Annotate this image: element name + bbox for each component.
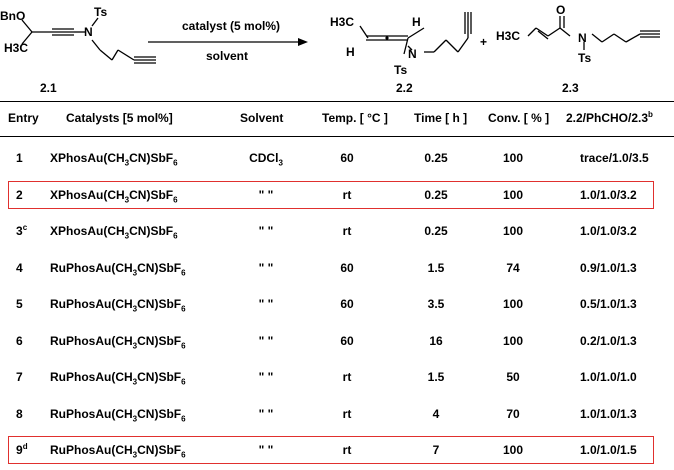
cell-solvent: " " <box>258 187 274 202</box>
highlight-box <box>8 436 654 464</box>
cell-ratio: trace/1.0/3.5 <box>580 151 649 165</box>
cell-ratio: 0.9/1.0/1.3 <box>580 260 637 275</box>
cell-conv: 50 <box>506 370 520 384</box>
cell-ratio: 1.0/1.0/3.2 <box>580 187 637 202</box>
cell-temp: 60 <box>340 151 354 165</box>
highlight-box <box>8 181 654 209</box>
cell-temp: 60 <box>340 333 354 348</box>
cell-time: 0.25 <box>424 224 448 238</box>
cell-entry: 4 <box>16 260 23 275</box>
cell-conv: 100 <box>502 224 524 238</box>
cell-entry: 6 <box>16 333 23 348</box>
cell-ratio: 1.0/1.0/1.3 <box>580 406 637 421</box>
cell-solvent: " " <box>258 406 274 421</box>
cell-solvent: " " <box>258 370 274 384</box>
table-top-rule <box>0 101 674 102</box>
cell-entry: 5 <box>16 297 23 311</box>
cell-catalyst: $RuPhosAu(CH_3CN)SbF_6$ <box>50 260 186 277</box>
cell-time: 0.25 <box>424 187 448 202</box>
atom-label: H <box>346 45 355 59</box>
cell-solvent: " " <box>258 443 274 457</box>
cell-temp: 60 <box>340 297 354 311</box>
cell-conv: 100 <box>502 443 524 457</box>
reagent-below-arrow: solvent <box>206 49 249 63</box>
table-row <box>0 286 674 322</box>
cell-solvent: " " <box>258 297 274 311</box>
cell-catalyst: $XPhosAu(CH_3CN)SbF_6$ <box>50 151 178 168</box>
table-row <box>0 396 674 432</box>
compound-label: 2.2 <box>396 81 413 95</box>
cell-catalyst: $RuPhosAu(CH_3CN)SbF_6$ <box>50 443 186 460</box>
header-entry: Entry <box>8 111 39 125</box>
cell-conv: 74 <box>506 260 520 275</box>
cell-temp: rt <box>342 370 352 384</box>
cell-temp: rt <box>342 406 352 421</box>
cell-entry: 3$^c$ <box>16 223 28 238</box>
cell-catalyst: $XPhosAu(CH_3CN)SbF_6$ <box>50 187 178 204</box>
header-catalyst: Catalysts [5 mol%] <box>66 111 173 125</box>
cell-catalyst: $RuPhosAu(CH_3CN)SbF_6$ <box>50 297 186 314</box>
atom-label: H3C <box>330 15 355 29</box>
atom-label: Ts <box>394 63 408 77</box>
reagent-above-arrow: catalyst (5 mol%) <box>182 19 281 33</box>
atom-label: N <box>408 47 417 61</box>
atom-label: O <box>556 3 566 17</box>
cell-entry: 8 <box>16 406 23 421</box>
cell-solvent: " " <box>258 224 274 238</box>
cell-solvent: CDCl$_3$ <box>249 151 283 168</box>
atom-label: BnO <box>0 9 26 23</box>
cell-catalyst: $RuPhosAu(CH_3CN)SbF_6$ <box>50 370 186 387</box>
cell-entry: 2 <box>16 187 23 202</box>
cell-conv: 100 <box>502 297 524 311</box>
cell-temp: 60 <box>340 260 354 275</box>
cell-temp: rt <box>342 224 352 238</box>
cell-catalyst: $XPhosAu(CH_3CN)SbF_6$ <box>50 224 178 241</box>
table-row <box>0 323 674 359</box>
cell-entry: 9$^d$ <box>16 442 28 457</box>
atom-label: Ts <box>578 51 592 65</box>
header-time: Time [ h ] <box>414 111 468 125</box>
cell-ratio: 0.5/1.0/1.3 <box>580 297 637 311</box>
header-ratio-footnote: b <box>648 110 653 119</box>
compound-label: 2.3 <box>562 81 579 95</box>
atom-label: H3C <box>4 41 29 55</box>
cell-ratio: 0.2/1.0/1.3 <box>580 333 637 348</box>
cell-time: 1.5 <box>427 370 445 384</box>
cell-solvent: " " <box>258 333 274 348</box>
cell-time: 3.5 <box>427 297 445 311</box>
header-temp: Temp. [ °C ] <box>322 111 388 125</box>
header-solvent: Solvent <box>240 111 284 125</box>
cell-temp: rt <box>342 187 352 202</box>
cell-temp: rt <box>342 443 352 457</box>
cell-ratio: 1.0/1.0/3.2 <box>580 224 637 238</box>
cell-time: 16 <box>429 333 443 348</box>
cell-conv: 100 <box>502 187 524 202</box>
cell-ratio: 1.0/1.0/1.0 <box>580 370 637 384</box>
cell-catalyst: $RuPhosAu(CH_3CN)SbF_6$ <box>50 333 186 350</box>
cell-ratio: 1.0/1.0/1.5 <box>580 443 637 457</box>
cell-solvent: " " <box>258 260 274 275</box>
cell-time: 0.25 <box>424 151 448 165</box>
cell-conv: 100 <box>502 333 524 348</box>
header-ratio-label: 2.2/PhCHO/2.3 <box>566 111 649 125</box>
plus-sign: + <box>480 35 488 49</box>
cell-time: 7 <box>432 443 440 457</box>
atom-label: N <box>578 31 587 45</box>
atom-label: H <box>412 15 421 29</box>
header-conv: Conv. [ % ] <box>488 111 550 125</box>
cell-time: 1.5 <box>427 260 445 275</box>
table-row <box>0 250 674 286</box>
cell-time: 4 <box>432 406 440 421</box>
atom-label: H3C <box>496 29 521 43</box>
cell-conv: 100 <box>502 151 524 165</box>
atom-label: N <box>84 25 93 39</box>
header-ratio <box>566 103 653 133</box>
table-row <box>0 140 674 176</box>
cell-entry: 7 <box>16 370 23 384</box>
compound-label: 2.1 <box>40 81 57 95</box>
table-header-rule <box>0 136 674 137</box>
cell-entry: 1 <box>16 151 23 165</box>
cell-conv: 70 <box>506 406 520 421</box>
reaction-scheme <box>0 0 674 98</box>
atom-label: Ts <box>94 5 108 19</box>
cell-catalyst: $RuPhosAu(CH_3CN)SbF_6$ <box>50 406 186 423</box>
table-row <box>0 359 674 395</box>
reaction-arrow-head <box>298 38 308 46</box>
table-row <box>0 213 674 249</box>
